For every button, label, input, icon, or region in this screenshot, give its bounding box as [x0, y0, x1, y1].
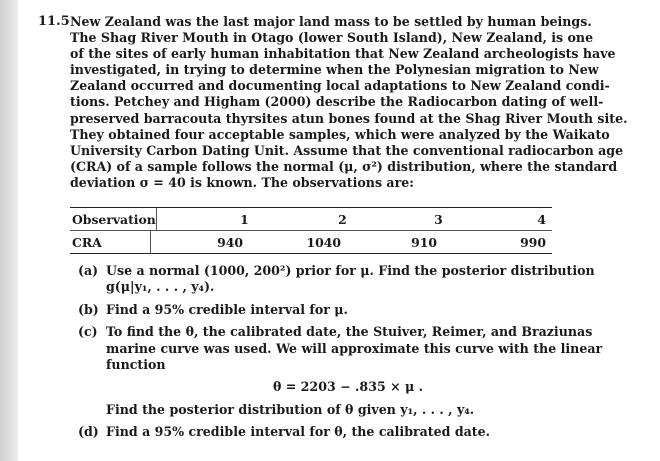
- part-line: g(μ|y₁, . . . , y₄).: [106, 279, 215, 295]
- table-cell: 1040: [306, 234, 341, 250]
- part-c: [70, 324, 603, 418]
- statement-line: tions. Petchey and Higham (2000) describe the Radiocarbon dating of well-: [70, 94, 604, 110]
- table-header-row: [70, 208, 552, 230]
- statement-line: of the sites of early human inhabitation that New Zealand archeologists have: [70, 46, 616, 62]
- statement-line: deviation σ = 40 is known. The observations are:: [70, 174, 414, 190]
- part-line: marine curve was used. We will approximate this curve with the linear: [106, 340, 603, 356]
- part-d: [70, 424, 550, 440]
- part-followup: Find the posterior distribution of θ given y₁, . . . , y₄.: [106, 401, 475, 417]
- table-header-label: Observation: [70, 208, 157, 230]
- statement-line: University Carbon Dating Unit. Assume that the conventional radiocarbon age: [70, 142, 624, 158]
- part-line: Use a normal (1000, 200²) prior for μ. Find the posterior distribution: [106, 263, 595, 278]
- table-row: [70, 230, 552, 253]
- problem-number: 11.5: [38, 14, 70, 29]
- table-row-label: CRA: [70, 231, 151, 253]
- statement-line: Zealand occurred and documenting local adaptations to New Zealand condi-: [70, 78, 610, 94]
- part-line: Find a 95% credible interval for θ, the calibrated date.: [106, 424, 491, 440]
- linear-formula: θ = 2203 − .835 × μ .: [272, 379, 424, 395]
- part-letter: (c): [78, 324, 98, 340]
- part-line: To find the θ, the calibrated date, the Stuiver, Reimer, and Braziunas: [106, 324, 593, 340]
- statement-line: They obtained four acceptable samples, which were analyzed by the Waikato: [70, 126, 610, 142]
- statement-line: preserved barracouta thyrsites atun bones found at the Shag River Mouth site.: [70, 110, 628, 126]
- statement-line: New Zealand was the last major land mass to be settled by human beings.: [70, 14, 592, 29]
- problem-statement: [70, 14, 628, 191]
- part-line: Find a 95% credible interval for μ.: [106, 301, 348, 317]
- table-header-cell: 4: [537, 211, 546, 227]
- table-cell: 910: [411, 234, 437, 250]
- part-letter: (a): [78, 263, 99, 278]
- table-cell: 990: [520, 234, 546, 250]
- table-header-cell: 1: [240, 211, 249, 227]
- observations-table: [70, 207, 552, 254]
- part-a: [70, 263, 595, 296]
- statement-line: The Shag River Mouth in Otago (lower South Island), New Zealand, is one: [70, 30, 594, 46]
- part-line: function: [106, 357, 166, 373]
- part-letter: (d): [78, 424, 99, 440]
- statement-line: (CRA) of a sample follows the normal (μ, σ²) distribution, where the standard: [70, 158, 618, 174]
- table-header-cell: 2: [338, 211, 347, 227]
- part-b: [70, 302, 550, 318]
- statement-line: investigated, in trying to determine when the Polynesian migration to New: [70, 62, 599, 78]
- question-parts: [70, 263, 603, 441]
- page-edge-shadow: [0, 0, 18, 461]
- table-cell: 940: [217, 234, 243, 250]
- part-letter: (b): [78, 301, 99, 317]
- table-header-cell: 3: [434, 211, 443, 227]
